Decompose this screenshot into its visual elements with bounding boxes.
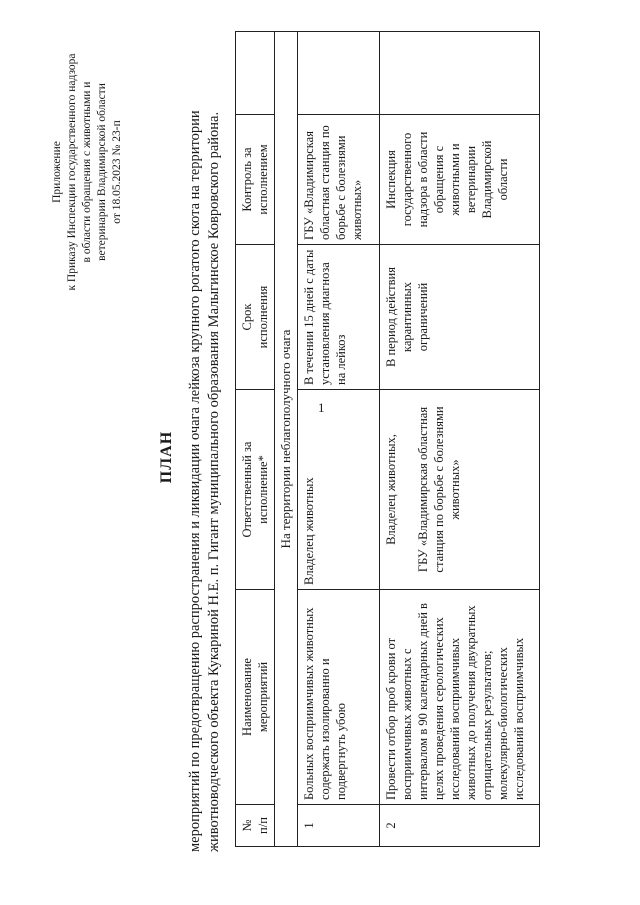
appendix-line: ветеринарии Владимирской области [96, 83, 108, 261]
row-num: 2 [380, 805, 540, 847]
table-row [380, 32, 540, 847]
page-number: 1 [318, 400, 325, 415]
header-blank [236, 32, 275, 115]
appendix-line: к Приказу Инспекции государственного надзора [66, 53, 78, 291]
row-responsible: Владелец животных, ГБУ «Владимирская областная станция по борьбе с болезнями животных» [380, 390, 540, 590]
header-control: Контроль за исполнением [236, 115, 275, 245]
header-name: Наименование мероприятий [236, 590, 275, 805]
appendix-block [50, 47, 125, 297]
table-row [298, 32, 380, 847]
section-row [275, 32, 298, 847]
row-control: Инспекция государственного надзора в области обращения с животными и ветеринарии Владимирской области [380, 115, 540, 245]
rotated-page-content [20, 32, 620, 882]
row-name: Больных восприимчивых животных содержать изолированно и подвергнуть убою [298, 590, 380, 805]
subtitle-line: мероприятий по предотвращению распространения и ликвидации очага лейкоза крупного рогатого скота на территории [187, 110, 203, 852]
plan-table [235, 31, 540, 847]
row-term: В период действия карантинных ограничений [380, 245, 540, 390]
document-title: ПЛАН [158, 430, 175, 484]
document-subtitle [186, 32, 224, 852]
row-blank [380, 32, 540, 115]
row-num: 1 [298, 805, 380, 847]
row-term: В течении 15 дней с даты установления диагноза на лейкоз [298, 245, 380, 390]
row-blank [298, 32, 380, 115]
appendix-line: от 18.05.2023 № 23-п [111, 120, 123, 224]
appendix-line: в области обращения с животными и [81, 81, 93, 263]
row-responsible: Владелец животных [298, 390, 380, 590]
header-responsible: Ответственный за исполнение* [236, 390, 275, 590]
header-term: Срок исполнения [236, 245, 275, 390]
appendix-line: Приложение [51, 141, 63, 203]
subtitle-line: животноводческого объекта Кукариной Н.Е. п. Гигант муниципального образования Малыгинское Ковровского района. [206, 111, 222, 852]
table-header-row [236, 32, 275, 847]
row-control: ГБУ «Владимирская областная станция по борьбе с болезнями животных» [298, 115, 380, 245]
section-label: На территории неблагополучного очага [275, 32, 298, 847]
header-num: № п/п [236, 805, 275, 847]
row-name: Провести отбор проб крови от восприимчивых животных с интервалом в 90 календарных дней в целях проведения серологических исследований восприимчивых животных до получения двукратных отрицательных результатов; молекулярно-биологических исследований восприимчивых [380, 590, 540, 805]
